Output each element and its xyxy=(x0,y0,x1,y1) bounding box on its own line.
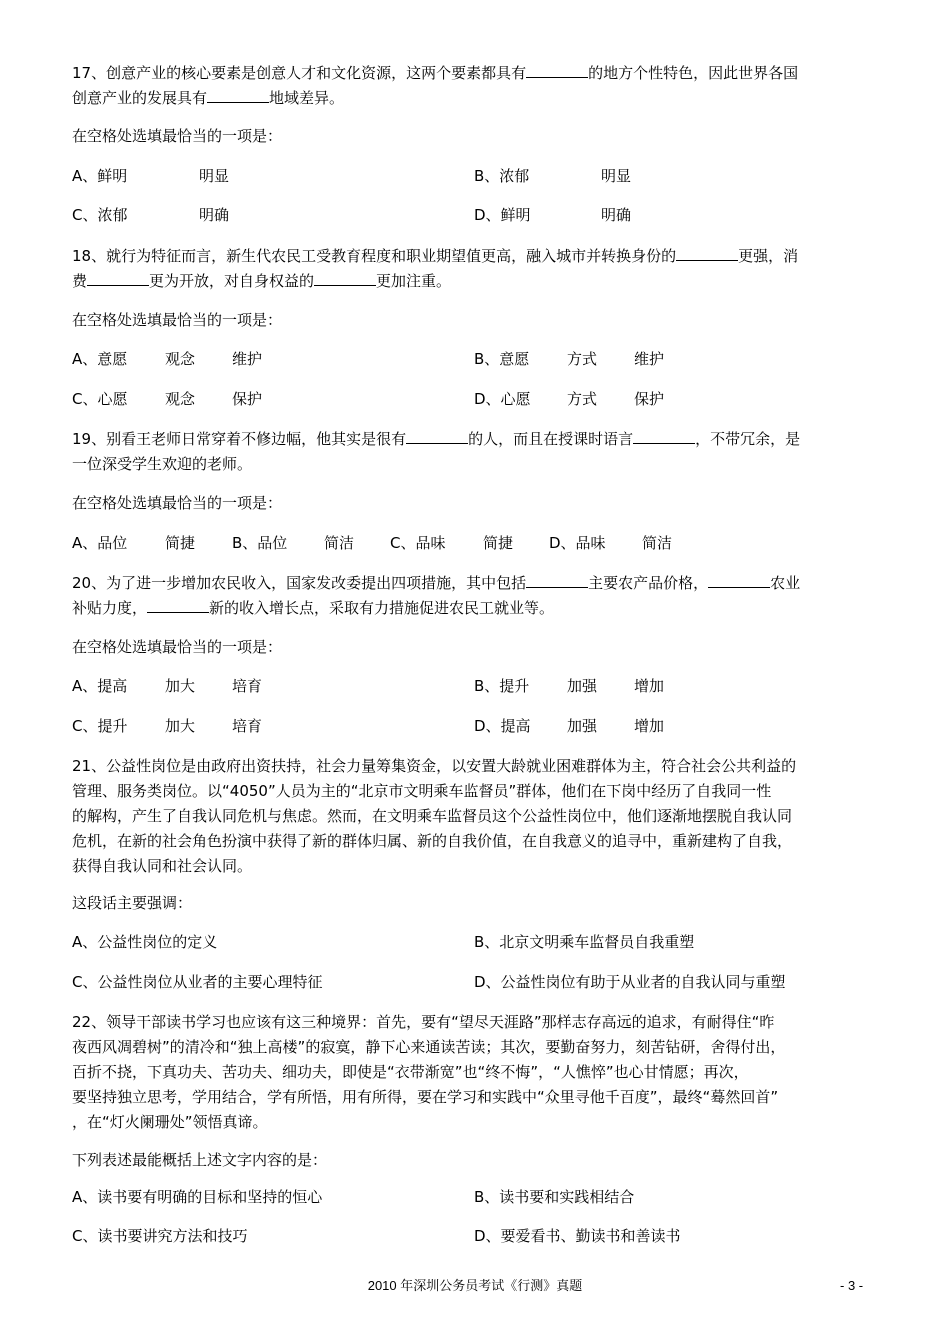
q18-stem-line2 xyxy=(72,271,451,291)
q17-option-d-word2: 明确 xyxy=(601,206,632,224)
q21-option-d: D、公益性岗位有助于从业者的自我认同与重塑 xyxy=(474,973,786,991)
q18-blank-1 xyxy=(676,246,738,261)
q19-option-b-word2: 简洁 xyxy=(324,534,355,552)
q17-text: 地域差异。 xyxy=(269,89,345,107)
q21-option-c: C、公益性岗位从业者的主要心理特征 xyxy=(72,973,323,991)
q20-option-d-word2: 加强 xyxy=(567,717,598,735)
q18-prompt: 在空格处选填最恰当的一项是： xyxy=(72,311,283,329)
q20-blank-1 xyxy=(526,573,588,588)
q18-option-b-word3: 维护 xyxy=(634,350,665,368)
q18-text: 更加注重。 xyxy=(376,272,452,290)
q20-option-a: A、提高 xyxy=(72,677,128,695)
q19-option-d: D、品味 xyxy=(549,534,606,552)
q18-option-c: C、心愿 xyxy=(72,390,128,408)
q21-stem-line3: 的解构，产生了自我认同危机与焦虑。然而，在文明乘车监督员这个公益性岗位中，他们逐渐地摆脱自我认同 xyxy=(72,807,793,825)
q19-option-d-word2: 简洁 xyxy=(642,534,673,552)
q17-stem-line2 xyxy=(72,88,344,108)
q19-option-c-word2: 简捷 xyxy=(483,534,514,552)
q22-option-c: C、读书要讲究方法和技巧 xyxy=(72,1227,248,1245)
q17-text: 的地方个性特色，因此世界各国 xyxy=(588,64,799,82)
q22-stem-line4: 要坚持独立思考，学用结合，学有所悟，用有所得，要在学习和实践中“众里寻他千百度”，最终“蓦然回首” xyxy=(72,1088,779,1106)
q20-option-c-word3: 培育 xyxy=(232,717,263,735)
q20-stem-line1 xyxy=(72,573,800,593)
q20-option-a-word3: 培育 xyxy=(232,677,263,695)
q22-stem-line5: ，在“灯火阑珊处”领悟真谛。 xyxy=(72,1113,268,1131)
q20-option-a-word2: 加大 xyxy=(165,677,196,695)
q18-option-b-word2: 方式 xyxy=(567,350,598,368)
footer-title: 2010 年深圳公务员考试《行测》真题 xyxy=(367,1278,583,1293)
q19-text: ，不带冗余，是 xyxy=(695,430,801,448)
q21-prompt: 这段话主要强调： xyxy=(72,894,193,912)
q20-text: 20、为了进一步增加农民收入，国家发改委提出四项措施，其中包括 xyxy=(72,574,527,592)
q20-option-b: B、提升 xyxy=(474,677,530,695)
q18-option-d-word2: 方式 xyxy=(567,390,598,408)
q17-option-b-word2: 明显 xyxy=(601,167,632,185)
q20-option-c-word2: 加大 xyxy=(165,717,196,735)
q18-option-d-word3: 保护 xyxy=(634,390,665,408)
q19-stem-line2: 一位深受学生欢迎的老师。 xyxy=(72,455,253,473)
q20-prompt: 在空格处选填最恰当的一项是： xyxy=(72,638,283,656)
q21-stem-line1: 21、公益性岗位是由政府出资扶持，社会力量筹集资金，以安置大龄就业困难群体为主，符合社会公共利益的 xyxy=(72,757,797,775)
q20-text: 主要农产品价格， xyxy=(588,574,709,592)
q20-blank-3 xyxy=(147,598,209,613)
q20-option-d-word3: 增加 xyxy=(634,717,665,735)
q21-stem-line2: 管理、服务类岗位。以“4050”人员为主的“北京市文明乘车监督员”群体，他们在下岗中经历了自我同一性 xyxy=(72,782,772,800)
q20-text: 补贴力度， xyxy=(72,599,148,617)
q17-text: 创意产业的发展具有 xyxy=(72,89,208,107)
q19-option-a-word2: 简捷 xyxy=(165,534,196,552)
q20-option-b-word3: 增加 xyxy=(634,677,665,695)
q20-option-b-word2: 加强 xyxy=(567,677,598,695)
q20-option-c: C、提升 xyxy=(72,717,128,735)
q19-text: 19、别看王老师日常穿着不修边幅，他其实是很有 xyxy=(72,430,407,448)
q18-option-d: D、心愿 xyxy=(474,390,531,408)
q20-option-d: D、提高 xyxy=(474,717,531,735)
q22-option-b: B、读书要和实践相结合 xyxy=(474,1188,635,1206)
q19-option-a: A、品位 xyxy=(72,534,128,552)
q17-text: 17、创意产业的核心要素是创意人才和文化资源，这两个要素都具有 xyxy=(72,64,527,82)
q19-blank-1 xyxy=(406,429,468,444)
q17-option-c: C、浓郁 xyxy=(72,206,128,224)
q17-option-d: D、鲜明 xyxy=(474,206,531,224)
q19-text: 的人，而且在授课时语言 xyxy=(468,430,634,448)
q19-prompt: 在空格处选填最恰当的一项是： xyxy=(72,494,283,512)
q20-text: 新的收入增长点，采取有力措施促进农民工就业等。 xyxy=(209,599,555,617)
q22-stem-line2: 夜西风凋碧树”的清冷和“独上高楼”的寂寞，静下心来通读苦读；其次，要勤奋努力，刻苦钻研，舍得付出， xyxy=(72,1038,786,1056)
q22-prompt: 下列表述最能概括上述文字内容的是： xyxy=(72,1151,328,1169)
q17-option-c-word2: 明确 xyxy=(199,206,230,224)
q18-text: 费 xyxy=(72,272,88,290)
q17-prompt: 在空格处选填最恰当的一项是： xyxy=(72,127,283,145)
q17-stem-line1 xyxy=(72,63,798,83)
q18-option-a-word2: 观念 xyxy=(165,350,196,368)
q18-blank-3 xyxy=(314,271,376,286)
q18-option-c-word2: 观念 xyxy=(165,390,196,408)
q17-option-a-word2: 明显 xyxy=(199,167,230,185)
q20-text: 农业 xyxy=(770,574,801,592)
q22-stem-line3: 百折不挠，下真功夫、苦功夫、细功夫，即使是“衣带渐宽”也“终不悔”，“人憔悴”也心甘情愿；再次， xyxy=(72,1063,749,1081)
q19-blank-2 xyxy=(633,429,695,444)
q17-blank-2 xyxy=(207,88,269,103)
q19-stem-line1 xyxy=(72,429,800,449)
q21-option-a: A、公益性岗位的定义 xyxy=(72,933,218,951)
q18-blank-2 xyxy=(87,271,149,286)
q18-option-a-word3: 维护 xyxy=(232,350,263,368)
q18-text: 更强，消 xyxy=(738,247,799,265)
q22-option-a: A、读书要有明确的目标和坚持的恒心 xyxy=(72,1188,323,1206)
q22-option-d: D、要爱看书、勤读书和善读书 xyxy=(474,1227,681,1245)
q18-option-b: B、意愿 xyxy=(474,350,530,368)
q21-stem-line4: 危机，在新的社会角色扮演中获得了新的群体归属、新的自我价值，在自我意义的追寻中，重新建构了自我， xyxy=(72,832,793,850)
q17-blank-1 xyxy=(526,63,588,78)
footer-page-number: - 3 - xyxy=(840,1278,864,1293)
q18-stem-line1 xyxy=(72,246,798,266)
q19-option-c: C、品味 xyxy=(390,534,446,552)
q17-option-b: B、浓郁 xyxy=(474,167,530,185)
q17-option-a: A、鲜明 xyxy=(72,167,128,185)
q22-stem-line1: 22、领导干部读书学习也应该有这三种境界：首先，要有“望尽天涯路”那样志存高远的追求，有耐得住“昨 xyxy=(72,1013,775,1031)
q18-option-c-word3: 保护 xyxy=(232,390,263,408)
q20-stem-line2 xyxy=(72,598,554,618)
q18-option-a: A、意愿 xyxy=(72,350,128,368)
q18-text: 18、就行为特征而言，新生代农民工受教育程度和职业期望值更高，融入城市并转换身份的 xyxy=(72,247,677,265)
q21-option-b: B、北京文明乘车监督员自我重塑 xyxy=(474,933,695,951)
q20-blank-2 xyxy=(708,573,770,588)
q21-stem-line5: 获得自我认同和社会认同。 xyxy=(72,857,253,875)
q19-option-b: B、品位 xyxy=(232,534,288,552)
q18-text: 更为开放，对自身权益的 xyxy=(149,272,315,290)
